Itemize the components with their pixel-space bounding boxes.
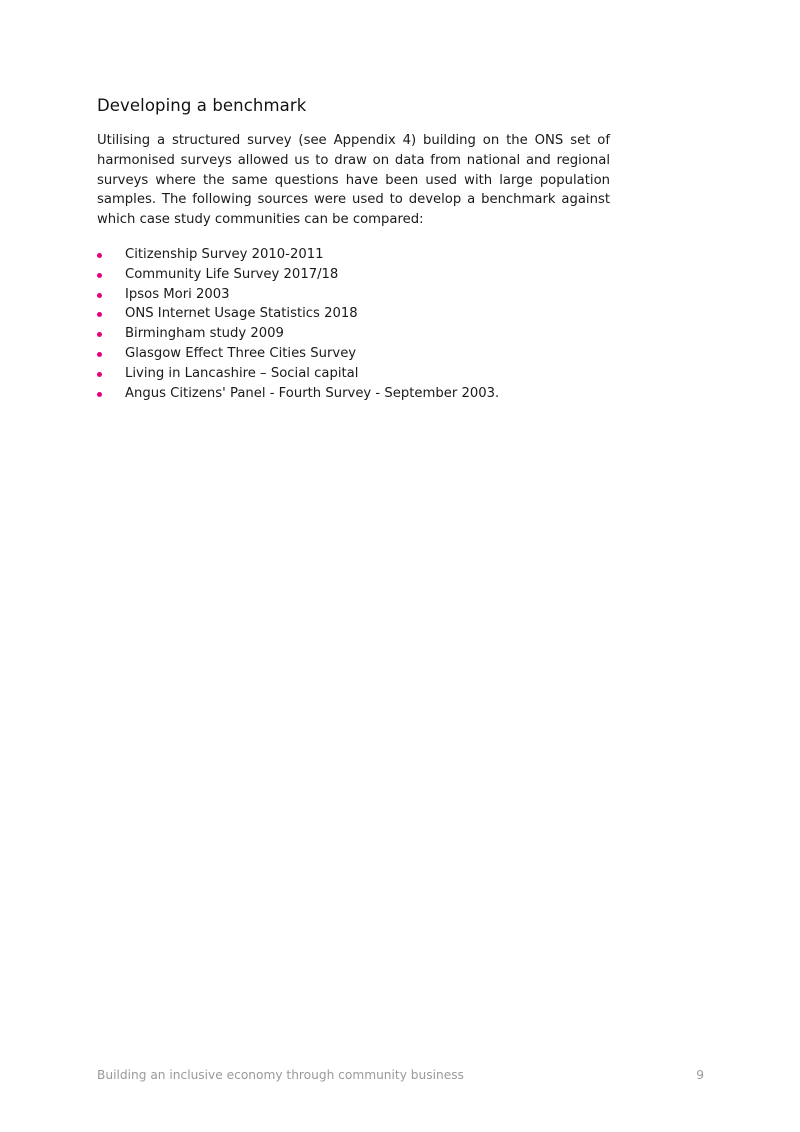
- bullet-icon: [97, 332, 102, 337]
- footer-title: Building an inclusive economy through community business: [97, 1068, 464, 1082]
- list-item-label: Living in Lancashire – Social capital: [125, 365, 359, 381]
- bullet-icon: [97, 253, 102, 258]
- list-item-label: ONS Internet Usage Statistics 2018: [125, 306, 358, 322]
- list-item-label: Citizenship Survey 2010-2011: [125, 247, 324, 262]
- list-item-label: Angus Citizens' Panel - Fourth Survey - September 2003.: [125, 385, 500, 401]
- bullet-icon: [97, 312, 102, 317]
- page-number: 9: [696, 1068, 704, 1082]
- bullet-icon: [97, 293, 102, 298]
- bullet-icon: [97, 273, 102, 278]
- bullet-icon: [97, 392, 102, 397]
- bullet-icon: [97, 372, 102, 377]
- section-heading: Developing a benchmark: [97, 96, 307, 115]
- list-item-label: Birmingham study 2009: [125, 326, 284, 342]
- intro-paragraph: Utilising a structured survey (see Appendix 4) building on the ONS set of harmonised surveys allowed us to draw on data from national and regional surveys where the same questions have been used with large population samples. The following sources were used to develop a benchmark against which case study communities can be compared:: [97, 133, 610, 228]
- list-item-label: Community Life Survey 2017/18: [125, 266, 339, 282]
- list-item-label: Glasgow Effect Three Cities Survey: [125, 345, 357, 361]
- list-item-label: Ipsos Mori 2003: [125, 286, 230, 302]
- bullet-icon: [97, 352, 102, 357]
